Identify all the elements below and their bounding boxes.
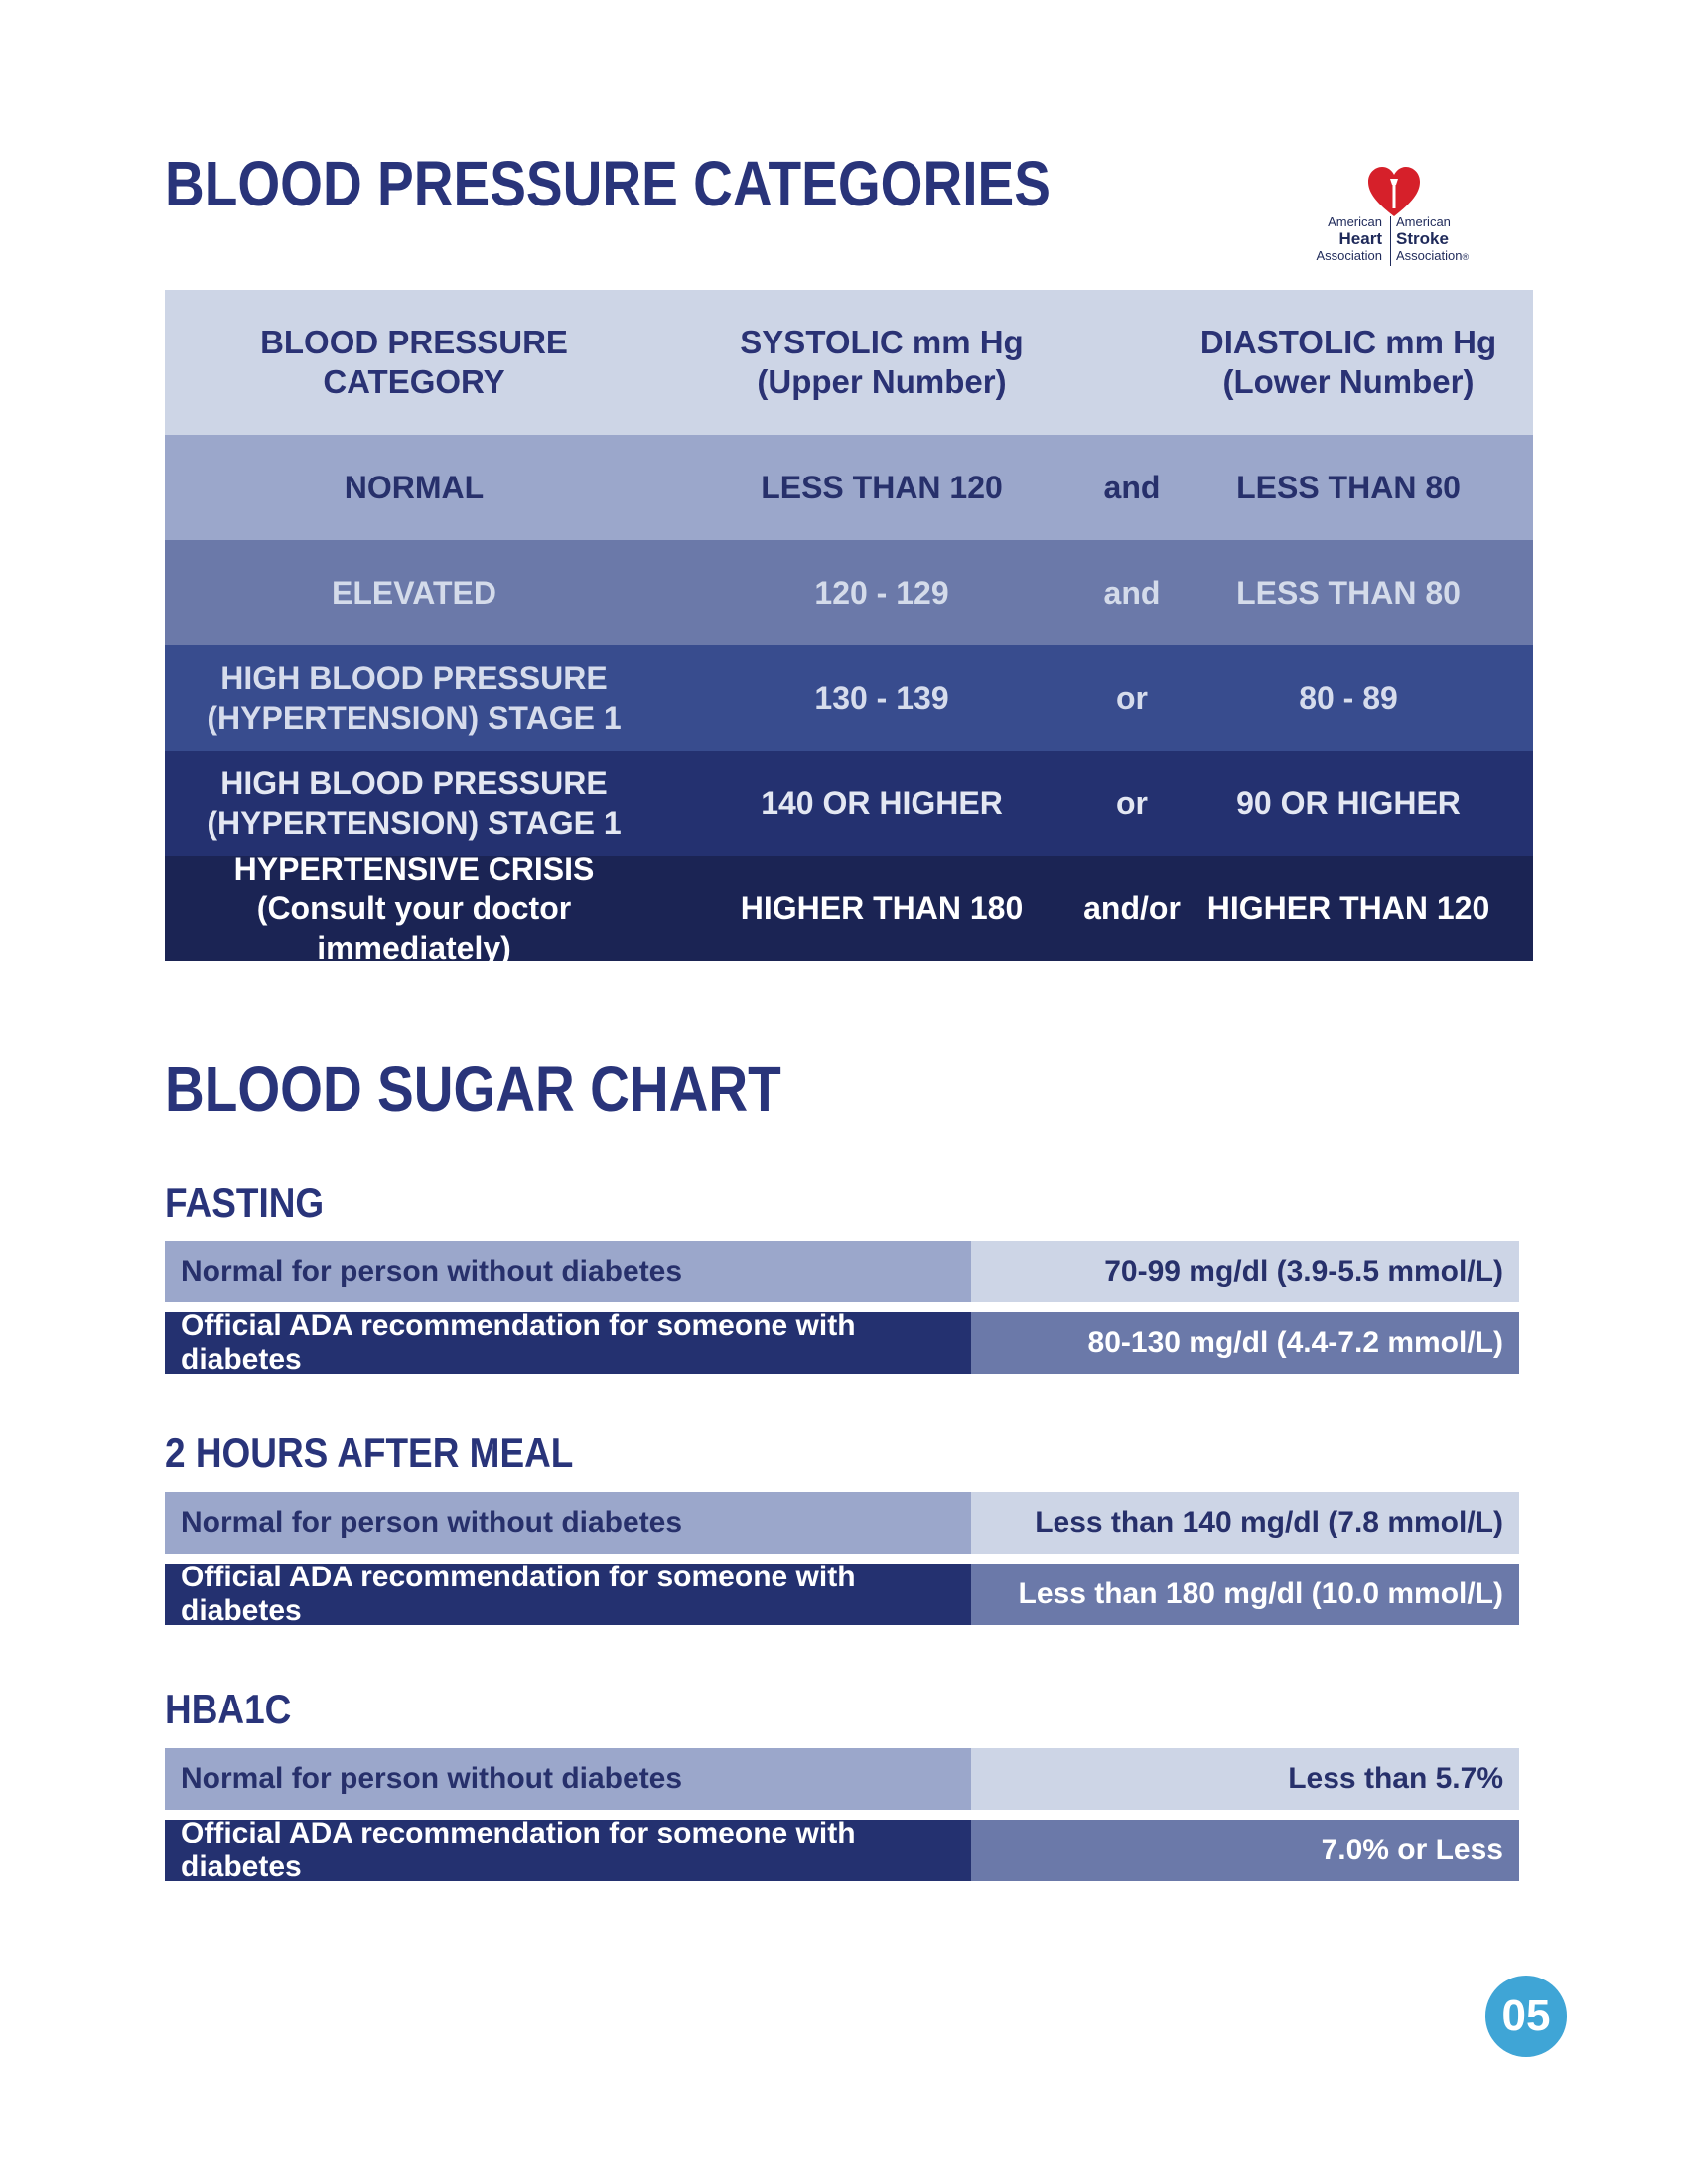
hba1c-table: [165, 1748, 1519, 1891]
fasting-heading: FASTING: [165, 1179, 325, 1226]
table-row: [165, 1817, 1519, 1883]
conjunction-cell: and/or: [1083, 890, 1181, 926]
conjunction-cell: and: [1103, 575, 1161, 611]
row-value: 7.0% or Less: [971, 1820, 1519, 1881]
table-row: [165, 1241, 1519, 1302]
fasting-table: [165, 1241, 1519, 1384]
row-label: Official ADA recommendation for someone with diabetes: [165, 1820, 971, 1881]
logo-divider: [1390, 216, 1391, 266]
bp-row-normal: [165, 435, 1533, 540]
table-row: [165, 1492, 1519, 1554]
systolic-cell: 140 OR HIGHER: [761, 785, 1003, 821]
header-diastolic: DIASTOLIC mm Hg (Lower Number): [1199, 324, 1497, 400]
conjunction-cell: and: [1103, 470, 1161, 505]
table-row: [165, 1561, 1519, 1627]
bp-table-header: [165, 290, 1533, 435]
row-value: Less than 5.7%: [971, 1748, 1519, 1810]
logo-heart-association: American Heart Association: [1316, 214, 1382, 263]
row-value: Less than 140 mg/dl (7.8 mmol/L): [971, 1492, 1519, 1554]
diastolic-cell: LESS THAN 80: [1236, 470, 1461, 505]
table-row: [165, 1748, 1519, 1810]
category-cell: HIGH BLOOD PRESSURE (HYPERTENSION) STAGE 1: [207, 765, 622, 841]
bp-row-stage2: [165, 751, 1533, 856]
diastolic-cell: HIGHER THAN 120: [1206, 890, 1490, 926]
header-category: BLOOD PRESSURE CATEGORY: [260, 324, 568, 400]
header-spacer: [1100, 290, 1164, 435]
row-value: 80-130 mg/dl (4.4-7.2 mmol/L): [971, 1312, 1519, 1374]
row-label: Official ADA recommendation for someone with diabetes: [165, 1564, 971, 1625]
bp-row-elevated: [165, 540, 1533, 645]
diastolic-cell: 90 OR HIGHER: [1236, 785, 1461, 821]
after-meal-table: [165, 1492, 1519, 1635]
conjunction-cell: or: [1116, 785, 1148, 821]
systolic-cell: 130 - 139: [814, 680, 949, 716]
row-label: Normal for person without diabetes: [165, 1492, 971, 1554]
row-label: Official ADA recommendation for someone with diabetes: [165, 1312, 971, 1374]
systolic-cell: 120 - 129: [814, 575, 949, 611]
page-number-badge: 05: [1485, 1976, 1567, 2057]
heart-torch-icon: [1366, 165, 1422, 218]
row-label: Normal for person without diabetes: [165, 1241, 971, 1302]
after-meal-heading: 2 HOURS AFTER MEAL: [165, 1430, 574, 1476]
conjunction-cell: or: [1116, 680, 1148, 716]
systolic-cell: LESS THAN 120: [761, 470, 1003, 505]
category-cell: NORMAL: [344, 470, 485, 505]
category-cell: ELEVATED: [332, 575, 496, 611]
sugar-title: BLOOD SUGAR CHART: [165, 1053, 781, 1125]
bp-row-crisis: [165, 851, 1533, 966]
diastolic-cell: 80 - 89: [1299, 680, 1398, 716]
systolic-cell: HIGHER THAN 180: [740, 890, 1024, 926]
category-cell: HIGH BLOOD PRESSURE (HYPERTENSION) STAGE 1: [207, 660, 622, 736]
row-label: Normal for person without diabetes: [165, 1748, 971, 1810]
blood-pressure-table: [165, 290, 1533, 966]
row-value: 70-99 mg/dl (3.9-5.5 mmol/L): [971, 1241, 1519, 1302]
category-cell: HYPERTENSIVE CRISIS (Consult your doctor immediately): [233, 851, 595, 966]
header-systolic: SYSTOLIC mm Hg (Upper Number): [740, 324, 1024, 400]
hba1c-heading: HBA1C: [165, 1686, 292, 1732]
row-value: Less than 180 mg/dl (10.0 mmol/L): [971, 1564, 1519, 1625]
diastolic-cell: LESS THAN 80: [1236, 575, 1461, 611]
table-row: [165, 1309, 1519, 1376]
bp-title: BLOOD PRESSURE CATEGORIES: [165, 148, 1051, 219]
bp-row-stage1: [165, 645, 1533, 751]
logo-stroke-association: American Stroke Association®: [1396, 214, 1470, 263]
aha-asa-logo: [1287, 165, 1495, 264]
